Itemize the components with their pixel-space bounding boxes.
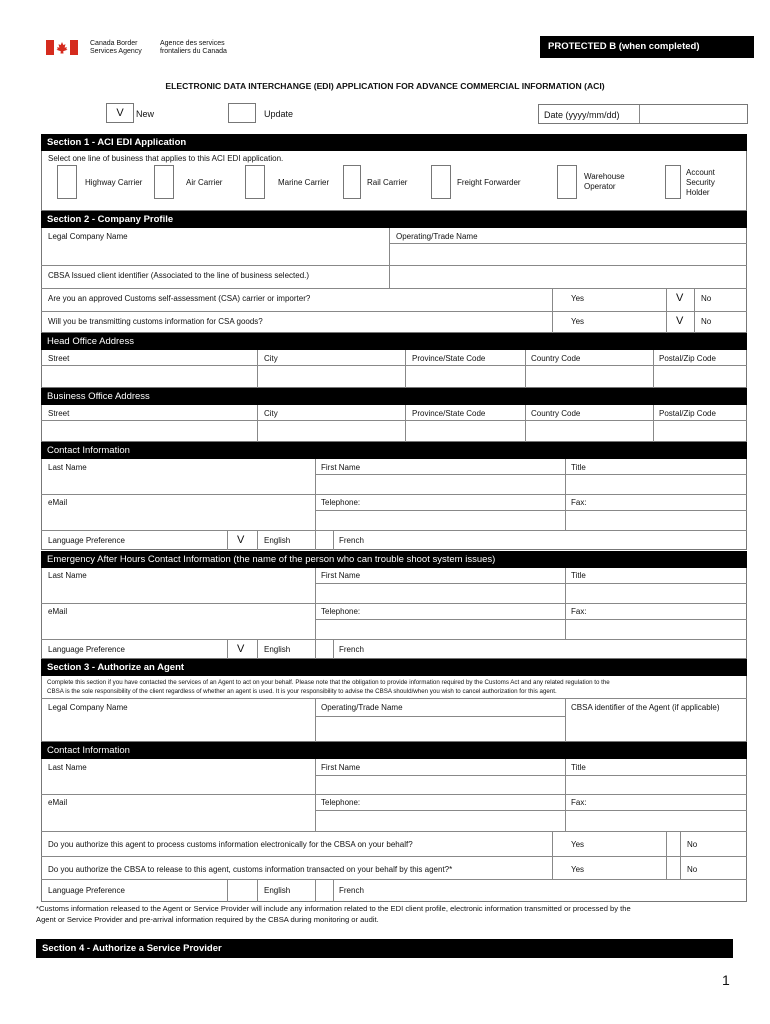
s3-line-a [41, 698, 747, 699]
bo-city-label: City [264, 409, 278, 418]
agent-identifier-label: CBSA identifier of the Agent (if applicable) [571, 703, 720, 712]
ci-email-label: eMail [48, 498, 68, 507]
ec-first-name-label: First Name [321, 571, 361, 580]
ci-english-label: English [264, 536, 291, 545]
ec-fax-label: Fax: [571, 607, 587, 616]
ac-line-a [315, 775, 747, 776]
date-divider [639, 105, 640, 123]
ho-postal-label: Postal/Zip Code [659, 354, 716, 363]
s3-div-2 [565, 698, 566, 742]
customs-footnote: *Customs information released to the Agent or Service Provider will include any information related to the EDI client profile, electronic information transmitted or processed by the Agent or Service Provider and pre-arrival information required by the CBSA during monitoring or audit. [36, 904, 631, 924]
agent-contact-header: Contact Information [41, 742, 747, 759]
bo-province-label: Province/State Code [412, 409, 486, 418]
ec-lang-div-2 [257, 639, 258, 659]
ac-line-b [41, 794, 747, 795]
ac-telephone-label: Telephone: [321, 798, 361, 807]
business-office-header: Business Office Address [41, 388, 747, 405]
agency-name-fr: Agence des services frontaliers du Canada [160, 40, 227, 55]
s2-line-c [41, 288, 747, 289]
ho-div-3 [525, 350, 526, 388]
csa-question: Are you an approved Customs self-assessment (CSA) carrier or importer? [48, 294, 311, 303]
ac-line-c [315, 810, 747, 811]
ec-english-mark[interactable]: V [237, 643, 245, 655]
ac-line-d [41, 831, 747, 832]
section1-header: Section 1 - ACI EDI Application [41, 134, 747, 151]
ec-email-label: eMail [48, 607, 68, 616]
ec-telephone-label: Telephone: [321, 607, 361, 616]
ci-fax-label: Fax: [571, 498, 587, 507]
s2-no-col [694, 288, 695, 333]
ac-lang-div-1 [227, 879, 228, 902]
ho-city-label: City [264, 354, 278, 363]
ac-email-label: eMail [48, 798, 68, 807]
form-title: ELECTRONIC DATA INTERCHANGE (EDI) APPLICATION FOR ADVANCE COMMERCIAL INFORMATION (ACI) [165, 81, 605, 91]
s2-yes-col [552, 288, 553, 333]
csa-goods-no-mark[interactable]: V [676, 315, 684, 327]
page-number: 1 [722, 972, 730, 988]
ho-div-4 [653, 350, 654, 388]
authorize-release-yes[interactable]: Yes [571, 865, 585, 874]
ec-line-a [315, 583, 747, 584]
section3-note: Complete this section if you have contacted the services of an Agent to act on your behalf. Please note that the obligation to provide information required by the Customs Act and any related regulation to the CBSA is the sole responsibility of the client regardless of whether an agent is used. It is your responsibility to advise the CBSA should/when you wish to cancel authorization for this agent. [47, 679, 610, 695]
air-carrier-label: Air Carrier [186, 178, 223, 187]
ac-lang-div-3 [315, 879, 316, 902]
bo-div-2 [405, 405, 406, 442]
bo-div-3 [525, 405, 526, 442]
agent-operating-name-label: Operating/Trade Name [321, 703, 403, 712]
ac-english-label: English [264, 886, 291, 895]
csa-yes-label[interactable]: Yes [571, 294, 585, 303]
warehouse-operator-label: Warehouse Operator [584, 172, 625, 191]
ho-province-label: Province/State Code [412, 354, 486, 363]
ci-title-label: Title [571, 463, 586, 472]
authorize-process-no[interactable]: No [687, 840, 698, 849]
bo-street-label: Street [48, 409, 70, 418]
section4-header: Section 4 - Authorize a Service Provider [36, 939, 733, 958]
s2-divider-1 [389, 228, 390, 288]
rail-carrier-label: Rail Carrier [367, 178, 408, 187]
ec-lang-div-3 [315, 639, 316, 659]
ec-line-c [315, 619, 747, 620]
marine-carrier-checkbox[interactable] [245, 165, 265, 199]
ec-title-label: Title [571, 571, 586, 580]
business-office-body [41, 405, 747, 442]
aq-yes-col [552, 831, 553, 879]
ci-line-a [315, 474, 747, 475]
ac-div-2 [565, 759, 566, 831]
s3-div-1 [315, 698, 316, 742]
operating-name-label: Operating/Trade Name [396, 232, 478, 241]
ec-language-label: Language Preference [48, 645, 125, 654]
ci-line-c [315, 510, 747, 511]
ci-line-d [41, 530, 747, 531]
csa-goods-no-label[interactable]: No [701, 317, 712, 326]
canada-flag-logo [46, 40, 78, 55]
ci-language-label: Language Preference [48, 536, 125, 545]
legal-company-name-label: Legal Company Name [48, 232, 128, 241]
csa-no-mark[interactable]: V [676, 292, 684, 304]
date-label: Date (yyyy/mm/dd) [544, 110, 620, 120]
ec-french-label: French [339, 645, 364, 654]
bo-line [41, 420, 747, 421]
s3-line-b [315, 716, 565, 717]
section2-header: Section 2 - Company Profile [41, 211, 747, 228]
ec-lang-div-4 [333, 639, 334, 659]
date-field[interactable] [538, 104, 748, 124]
warehouse-operator-checkbox[interactable] [557, 165, 577, 199]
s2-line-d [41, 311, 747, 312]
bo-div-4 [653, 405, 654, 442]
new-checkbox[interactable]: V [106, 103, 134, 123]
bo-div-1 [257, 405, 258, 442]
bo-postal-label: Postal/Zip Code [659, 409, 716, 418]
section1-instruction: Select one line of business that applies to this ACI EDI application. [48, 154, 284, 163]
csa-goods-yes-label[interactable]: Yes [571, 317, 585, 326]
s2-line-a [389, 243, 747, 244]
csa-no-label[interactable]: No [701, 294, 712, 303]
ho-street-label: Street [48, 354, 70, 363]
emergency-contact-header: Emergency After Hours Contact Information (the name of the person who can trouble shoot system issues) [41, 551, 747, 568]
ec-line-d [41, 639, 747, 640]
ac-lang-div-2 [257, 879, 258, 902]
ho-div-2 [405, 350, 406, 388]
freight-forwarder-label: Freight Forwarder [457, 178, 521, 187]
ci-french-label: French [339, 536, 364, 545]
ho-line [41, 365, 747, 366]
new-label: New [136, 109, 155, 119]
account-security-holder-label: Account Security Holder [686, 168, 715, 197]
ci-lang-div-2 [257, 530, 258, 550]
aq-line-a [41, 856, 747, 857]
authorize-release-question: Do you authorize the CBSA to release to this agent, customs information transacted on your behalf by this agent?* [48, 865, 453, 874]
agency-name-en: Canada Border Services Agency [90, 40, 142, 55]
s2-mark-col [666, 288, 667, 333]
emergency-contact-body [41, 568, 747, 659]
authorize-process-question: Do you authorize this agent to process customs information electronically for the CBSA on your behalf? [48, 840, 413, 849]
update-label: Update [264, 109, 294, 119]
ci-lang-div-1 [227, 530, 228, 550]
highway-carrier-checkbox[interactable] [57, 165, 77, 199]
bo-country-label: Country Code [531, 409, 581, 418]
ho-country-label: Country Code [531, 354, 581, 363]
account-security-holder-checkbox[interactable] [665, 165, 681, 199]
ac-lang-div-4 [333, 879, 334, 902]
ac-french-label: French [339, 886, 364, 895]
ac-fax-label: Fax: [571, 798, 587, 807]
ec-last-name-label: Last Name [48, 571, 87, 580]
contact-info-header: Contact Information [41, 442, 747, 459]
contact-info-body [41, 459, 747, 550]
protected-banner: PROTECTED B (when completed) [540, 36, 754, 58]
ac-last-name-label: Last Name [48, 763, 87, 772]
aq-no-col [680, 831, 681, 879]
cbsa-identifier-label: CBSA Issued client identifier (Associated to the line of business selected.) [48, 271, 310, 280]
marine-carrier-label: Marine Carrier [278, 178, 330, 187]
update-checkbox[interactable] [228, 103, 256, 123]
rail-carrier-checkbox[interactable] [343, 165, 361, 199]
ac-title-label: Title [571, 763, 586, 772]
section3-header: Section 3 - Authorize an Agent [41, 659, 747, 676]
ac-div-1 [315, 759, 316, 831]
highway-carrier-label: Highway Carrier [85, 178, 143, 187]
s2-line-b [41, 265, 747, 266]
head-office-body [41, 350, 747, 388]
ac-first-name-label: First Name [321, 763, 361, 772]
agent-legal-name-label: Legal Company Name [48, 703, 128, 712]
authorize-process-yes[interactable]: Yes [571, 840, 585, 849]
head-office-header: Head Office Address [41, 333, 747, 350]
aq-mark-col [666, 831, 667, 879]
aq-line-b [41, 879, 747, 880]
ci-first-name-label: First Name [321, 463, 361, 472]
ci-lang-div-3 [315, 530, 316, 550]
ho-div-1 [257, 350, 258, 388]
ci-english-mark[interactable]: V [237, 534, 245, 546]
ci-lang-div-4 [333, 530, 334, 550]
ec-line-b [41, 603, 747, 604]
air-carrier-checkbox[interactable] [154, 165, 174, 199]
authorize-release-no[interactable]: No [687, 865, 698, 874]
ci-last-name-label: Last Name [48, 463, 87, 472]
ec-lang-div-1 [227, 639, 228, 659]
ec-english-label: English [264, 645, 291, 654]
ci-line-b [41, 494, 747, 495]
ac-language-label: Language Preference [48, 886, 125, 895]
freight-forwarder-checkbox[interactable] [431, 165, 451, 199]
ci-telephone-label: Telephone: [321, 498, 361, 507]
csa-goods-question: Will you be transmitting customs information for CSA goods? [48, 317, 263, 326]
